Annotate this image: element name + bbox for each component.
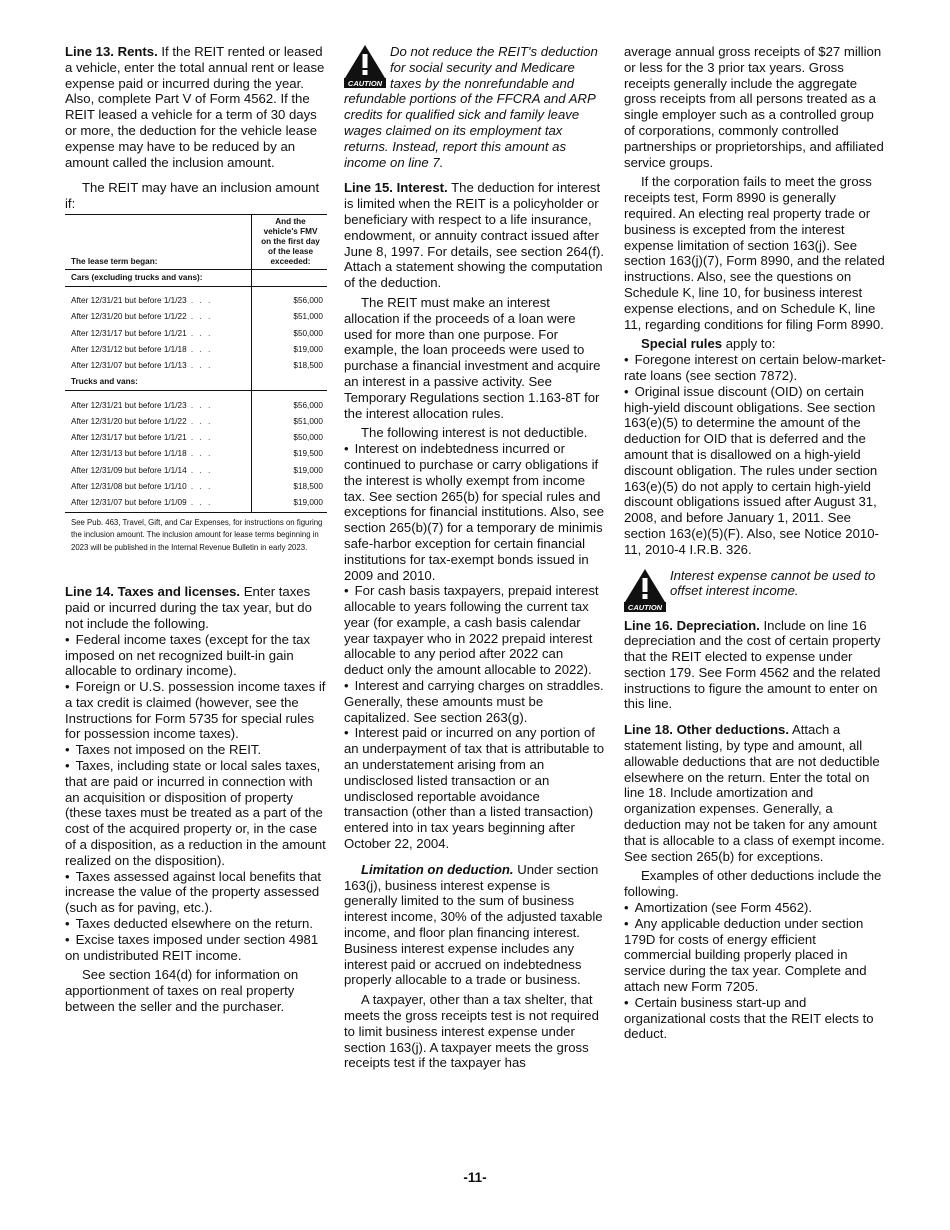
line13-heading: Line 13. Rents.: [65, 44, 158, 59]
trucks-label: Trucks and vans:: [65, 374, 252, 391]
table-row: [65, 326, 327, 342]
leader-dots: . . .: [186, 498, 213, 508]
fmv-amount: $19,000: [252, 495, 328, 511]
line14-bullet-list: [65, 632, 327, 964]
table-row: [65, 342, 327, 358]
lease-term-cell: [65, 479, 252, 495]
special-rules-text: apply to:: [725, 336, 776, 352]
leader-dots: . . .: [186, 312, 213, 322]
fmv-amount: $50,000: [252, 326, 328, 342]
inclusion-table: [65, 214, 327, 512]
line15-heading: Line 15. Interest.: [344, 180, 448, 196]
bullet-item: • For cash basis taxpayers, prepaid interest allocable to years following the current tax year (for example, a cash basis calendar year taxpayer who in 2022 prepaid interest allocable to any period after 2022 can deduct only the amount allocable to 2022).: [344, 583, 606, 678]
lease-term-cell: [65, 397, 252, 413]
leader-dots: . . .: [186, 482, 213, 492]
leader-dots: . . .: [186, 345, 213, 354]
limitation-text: Under section 163(j), business interest expense is generally limited to the sum of business interest income, 30% of the adjusted taxable income, and floor plan financing interest. Business interest expense includes any interest paid or accrued on indebtedness properly allocable to a trade or business.: [344, 861, 603, 988]
col3-p1: average annual gross receipts of $27 million or less for the 3 prior tax years. Gross receipts generally include the aggregate gross receipts from all persons treated as a single employer such as a controlled group of corporations, commonly controlled partnerships or proprietorships, and affiliated service groups.: [624, 44, 884, 170]
col3-p2: If the corporation fails to meet the gross receipts test, Form 8990 is generally required. An electing real property trade or business is excepted from the interest expense limitation of section 163(j). See section 163(j)(7), Form 8990, and the related instructions. Also, see the questions on Schedule K, line 10, for business interest expense elections, and on Schedule K, line 11, regarding conditions for filing Form 8990.: [624, 174, 885, 332]
lease-term-cell: [65, 463, 252, 479]
lease-term-cell: [65, 326, 252, 342]
special-rules-paragraph: [624, 336, 886, 352]
lease-term-cell: [65, 414, 252, 430]
table-row: [65, 358, 327, 374]
table-header-term: The lease term began:: [65, 214, 252, 269]
line16-text: Include on line 16 depreciation and the cost of certain property that the REIT elected to expense under section 179. See Form 4562 and the related instructions to figure the amount to enter on this line.: [624, 617, 881, 712]
table-row: [65, 414, 327, 430]
table-row: [65, 479, 327, 495]
fmv-amount: $56,000: [252, 293, 328, 309]
line16-heading: Line 16. Depreciation.: [624, 617, 760, 633]
lease-term-cell: [65, 293, 252, 309]
limitation-heading: Limitation on deduction.: [361, 861, 514, 877]
line13-text: If the REIT rented or leased a vehicle, enter the total annual rent or lease expense paid or incurred during the year. Also, complete Part V of Form 4562. If the REIT leased a vehicle for a term of 30 days or more, the deduction for the vehicle lease expense may have to be reduced by an amount called the inclusion amount.: [65, 44, 325, 170]
leader-dots: . . .: [186, 328, 213, 338]
lease-term: After 12/31/21 but before 1/1/23: [71, 296, 187, 306]
bullet-item: • Taxes not imposed on the REIT.: [65, 742, 327, 758]
line18-p2: Examples of other deductions include the following.: [624, 868, 882, 900]
bullet-item: • Certain business start-up and organizational costs that the REIT elects to deduct.: [624, 995, 886, 1042]
lease-term: After 12/31/17 but before 1/1/21: [71, 433, 187, 443]
line15-p2: The REIT must make an interest allocation if the proceeds of a loan were used for more than one purpose. For example, the loan proceeds were used to purchase a financial investment and acquire an interest in a passive activity. See Temporary Regulations section 1.163-8T for the interest allocation rules.: [344, 294, 601, 421]
table-row: [65, 463, 327, 479]
leader-dots: . . .: [186, 400, 213, 410]
line15-paragraph: [344, 180, 606, 291]
inclusion-intro: The REIT may have an inclusion amount if:: [65, 180, 320, 212]
lease-term-cell: [65, 495, 252, 511]
fmv-amount: $19,500: [252, 446, 328, 462]
bullet-item: • Interest paid or incurred on any portion of an underpayment of tax that is attributable to an understatement arising from an undisclosed listed transaction or an undisclosed reportable avoidance transaction (other than a listed transaction) entered into in tax years beginning after October 22, 2004.: [344, 725, 606, 851]
bullet-item: • Original issue discount (OID) on certain high-yield discount obligations. See section 163(e)(5) to determine the amount of the deduction for OID that is deferred and the amount that is disallowed on a high-yield discount obligation. The rules under section 163(e)(5) do not apply to certain high-yield discount obligations issued after August 31, 2008, and before January 1, 2011. See section 163(e)(5)(F). Also, see Notice 2010-11, 2010-4 I.R.B. 326.: [624, 384, 886, 558]
line15-bullet-list: [344, 441, 606, 852]
line18-heading: Line 18. Other deductions.: [624, 722, 790, 738]
lease-term-cell: [65, 342, 252, 358]
lease-term: After 12/31/07 but before 1/1/09: [71, 498, 187, 508]
table-note: See Pub. 463, Travel, Gift, and Car Expenses, for instructions on figuring the inclusion amount. The inclusion amount for lease terms beginning in 2023 will be published in the Internal Revenue Bulletin in early 2023.: [65, 512, 327, 555]
caution-text: Do not reduce the REIT's deduction for social security and Medicare taxes by the nonrefundable and refundable portions of the FFCRA and ARP credits for qualified sick and family leave wages claimed on its employment tax returns. Instead, report this amount as income on line 7.: [344, 44, 598, 170]
lease-term: After 12/31/09 but before 1/1/14: [71, 465, 187, 475]
line13-paragraph: [65, 44, 327, 170]
leader-dots: . . .: [186, 296, 213, 306]
bullet-item: • Interest on indebtedness incurred or continued to purchase or carry obligations if the interest is wholly exempt from income tax. See section 265(b) for special rules and exceptions for financial institutions. Also, see section 265(b)(7) for a temporary de minimis safe-harbor exception for certain financial institutions for tax-exempt bonds issued in 2009 and 2010.: [344, 441, 606, 583]
bullet-item: • Interest and carrying charges on straddles. Generally, these amounts must be capitalized. See section 263(g).: [344, 678, 606, 725]
fmv-amount: $56,000: [252, 397, 328, 413]
special-rules-heading: Special rules: [641, 336, 723, 352]
leader-dots: . . .: [186, 449, 213, 459]
bullet-item: • Amortization (see Form 4562).: [624, 900, 886, 916]
line15-p3: The following interest is not deductible.: [361, 425, 588, 441]
bullet-item: • Federal income taxes (except for the tax imposed on net recognized built-in gain allocable to ordinary income).: [65, 632, 327, 679]
lease-term-cell: [65, 358, 252, 374]
caution-text: Interest expense cannot be used to offset interest income.: [670, 567, 876, 599]
fmv-amount: $19,000: [252, 342, 328, 358]
caution-label: CAUTION: [627, 602, 663, 612]
bullet-item: • Foregone interest on certain below-market-rate loans (see section 7872).: [624, 352, 886, 384]
lease-term: After 12/31/21 but before 1/1/23: [71, 400, 187, 410]
caution-box-interest: [624, 567, 886, 612]
caution-icon: [344, 44, 386, 88]
fmv-amount: $18,500: [252, 479, 328, 495]
line18-paragraph: [624, 722, 886, 864]
table-row: [65, 446, 327, 462]
lease-term: After 12/31/20 but before 1/1/22: [71, 312, 187, 322]
fmv-amount: $51,000: [252, 309, 328, 325]
bullet-item: • Taxes assessed against local benefits that increase the value of the property assessed (such as for paving, etc.).: [65, 869, 327, 916]
line18-text: Attach a statement listing, by type and amount, all allowable deductions that are not deductible elsewhere on the return. Enter the total on line 18. Include amortization and organization expenses. Generally, a deduction may not be taken for any amount that is allocable to a class of exempt income. See section 265(b) for exceptions.: [624, 722, 885, 864]
table-row: [65, 397, 327, 413]
lease-term: After 12/31/12 but before 1/1/18: [71, 345, 187, 354]
lease-term-cell: [65, 430, 252, 446]
lease-term: After 12/31/20 but before 1/1/22: [71, 416, 187, 426]
leader-dots: . . .: [186, 433, 213, 443]
table-header-fmv: And the vehicle's FMV on the first day of the lease exceeded:: [252, 214, 328, 269]
line18-bullet-list: [624, 900, 886, 1042]
cars-label: Cars (excluding trucks and vans):: [65, 269, 252, 286]
fmv-amount: $19,000: [252, 463, 328, 479]
leader-dots: . . .: [186, 361, 213, 371]
line14-paragraph: [65, 584, 327, 631]
line14-text: Enter taxes paid or incurred during the tax year, but do not include the following.: [65, 584, 312, 631]
table-row: [65, 430, 327, 446]
special-rules-bullet-list: [624, 352, 886, 557]
line14-end: See section 164(d) for information on apportionment of taxes on real property between the seller and the purchaser.: [65, 967, 299, 1015]
table-row: [65, 495, 327, 511]
lease-term: After 12/31/07 but before 1/1/13: [71, 361, 187, 371]
line15-text: The deduction for interest is limited when the REIT is a policyholder or beneficiary with respect to a life insurance, endowment, or annuity contract issued after June 8, 1997. For details, see section 264(f). Attach a statement showing the computation of the deduction.: [344, 180, 605, 291]
page-number: -11-: [463, 1170, 487, 1185]
column-1: [65, 44, 327, 1015]
caution-label: CAUTION: [347, 79, 383, 88]
column-2: [344, 44, 606, 1071]
line16-paragraph: [624, 618, 886, 713]
table-row: [65, 309, 327, 325]
bullet-item: • Foreign or U.S. possession income taxes if a tax credit is claimed (however, see the Instructions for Form 5735 for special rules for possession income taxes).: [65, 679, 327, 742]
leader-dots: . . .: [186, 416, 213, 426]
fmv-amount: $18,500: [252, 358, 328, 374]
limitation-p2: A taxpayer, other than a tax shelter, that meets the gross receipts test is not required to limit business interest expense under section 163(j). A taxpayer meets the gross receipts test if the taxpayer has: [344, 992, 599, 1071]
lease-term: After 12/31/08 but before 1/1/10: [71, 482, 187, 492]
lease-term: After 12/31/17 but before 1/1/21: [71, 328, 187, 338]
lease-term-cell: [65, 446, 252, 462]
caution-icon: [624, 568, 666, 612]
bullet-item: • Taxes deducted elsewhere on the return.: [65, 916, 327, 932]
lease-term-cell: [65, 309, 252, 325]
table-row: [65, 293, 327, 309]
fmv-amount: $50,000: [252, 430, 328, 446]
column-3: [624, 44, 886, 1042]
bullet-item: • Taxes, including state or local sales taxes, that are paid or incurred in connection with an acquisition or disposition of property (these taxes must be treated as a part of the cost of the acquired property or, in the case of a disposition, as a reduction in the amount realized on the disposition).: [65, 758, 327, 869]
line14-heading: Line 14. Taxes and licenses.: [65, 584, 241, 600]
limitation-paragraph: [344, 862, 606, 988]
fmv-amount: $51,000: [252, 414, 328, 430]
caution-box-social-security: [344, 44, 606, 170]
lease-term: After 12/31/13 but before 1/1/18: [71, 449, 187, 459]
bullet-item: • Any applicable deduction under section 179D for costs of energy efficient commercial building properly placed in service during the tax year. Complete and attach new Form 7205.: [624, 916, 886, 995]
leader-dots: . . .: [186, 465, 213, 475]
bullet-item: • Excise taxes imposed under section 4981 on undistributed REIT income.: [65, 932, 327, 964]
